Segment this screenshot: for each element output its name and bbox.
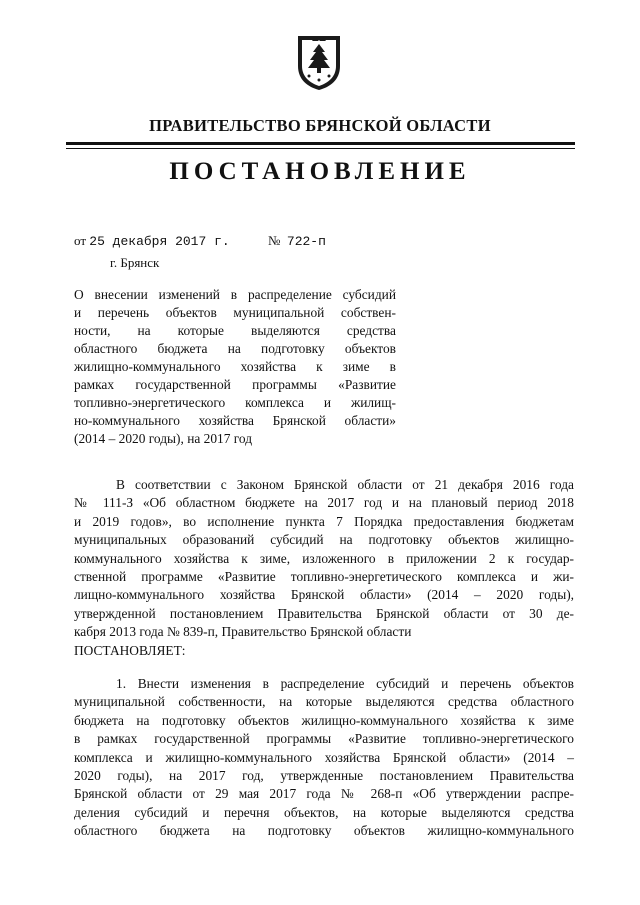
paragraph-line: комплекса и жилищно-коммунального хозяйства Брянской области» (2014 – [74,749,574,765]
subject-line: топливно-энергетического комплекса и жилищ- [74,395,396,410]
resolves-heading: ПОСТАНОВЛЯЕТ: [74,642,186,658]
document-number [268,233,326,249]
paragraph-line: муниципальной собственности, на которые выделяются средства областного [74,694,574,710]
paragraph-line: Брянской области от 29 мая 2017 года № 268-п «Об утверждении распре- [74,786,574,802]
paragraph-line: ственной программе «Развитие топливно-энергетического комплекса и жи- [74,569,574,585]
bryansk-coat-of-arms-icon [294,32,344,92]
clause-1-paragraph [74,675,574,841]
number-value: 722-п [286,234,326,249]
subject-line: но-коммунального хозяйства Брянской области» [74,413,396,428]
subject-line: и перечень объектов муниципальной собствен- [74,305,396,320]
document-title: ПОСТАНОВЛЕНИЕ [169,158,471,185]
header-divider-thin [66,148,575,149]
date-prefix: от [74,233,87,248]
paragraph-line: деления субсидий и перечня объектов, на которые выделяются средства [74,804,574,820]
paragraph-line: коммунального хозяйства к зиме, изложенного в приложении 2 к государ- [74,550,574,566]
paragraph-line: утвержденной постановлением Правительства Брянской области от 30 де- [74,605,574,621]
document-date [74,233,230,249]
subject-line: (2014 – 2020 годы), на 2017 год [74,431,253,446]
organization-name: ПРАВИТЕЛЬСТВО БРЯНСКОЙ ОБЛАСТИ [149,116,491,135]
subject-block [74,286,396,448]
subject-line: рамках государственной программы «Развитие [74,377,396,392]
paragraph-line: областного бюджета на подготовку объектов жилищно-коммунального [74,823,574,839]
header-divider-thick [66,142,575,145]
paragraph-line: № 111-З «Об областном бюджете на 2017 год и на плановый период 2018 [74,495,574,511]
preamble-paragraph [74,476,574,660]
paragraph-line: в рамках государственной программы «Развитие топливно-энергетического [74,731,574,747]
paragraph-line: В соответствии с Законом Брянской области от 21 декабря 2016 года [116,477,574,492]
paragraph-line: муниципальных образований субсидий на подготовку объектов жилищно- [74,532,574,548]
paragraph-line: 2020 годы), на 2017 год, утвержденные постановлением Правительства [74,768,574,784]
paragraph-line: 1. Внести изменения в распределение субсидий и перечень объектов [116,676,574,691]
date-value: 25 декабря 2017 г. [89,234,230,249]
subject-line: жилищно-коммунального хозяйства к зиме в [74,359,396,374]
paragraph-line: кабря 2013 года № 839-п, Правительство Брянской области [74,624,412,640]
subject-line: ности, на которые выделяются средства [74,323,396,338]
document-city: г. Брянск [110,255,160,270]
number-label: № [268,233,281,248]
paragraph-line: и 2019 годов», во исполнение пункта 7 Порядка предоставления бюджетам [74,513,574,529]
paragraph-line: бюджета на подготовку объектов жилищно-коммунального хозяйства к зиме [74,712,574,728]
paragraph-line: лищно-коммунального хозяйства Брянской области» (2014 – 2020 годы), [74,587,574,603]
subject-line: областного бюджета на подготовку объектов [74,341,396,356]
subject-line: О внесении изменений в распределение субсидий [74,287,396,302]
